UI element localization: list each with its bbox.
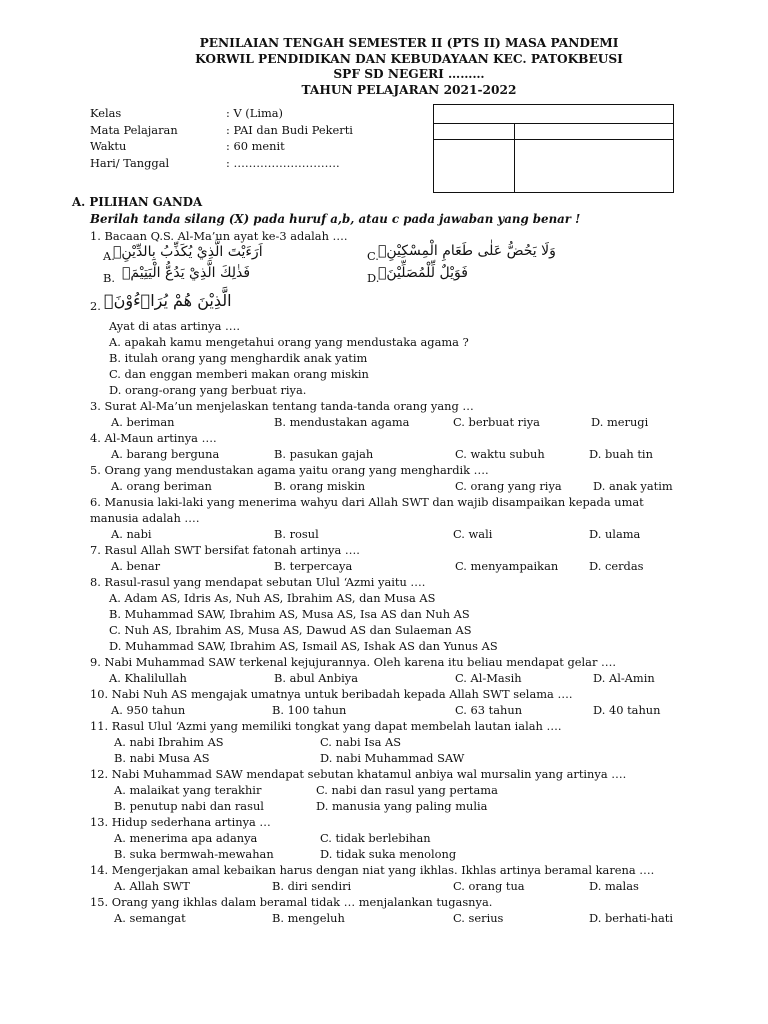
q1-option-d-label: D. <box>367 271 380 285</box>
q4-option-d: D. buah tin <box>589 447 653 461</box>
student-info <box>90 105 353 171</box>
q2-option-d: D. orang-orang yang berbuat riya. <box>109 383 307 397</box>
q4-option-a: A. barang berguna <box>111 447 220 461</box>
info-label: Kelas <box>90 106 122 120</box>
q12-option-b: B. penutup nabi dan rasul <box>114 799 264 813</box>
q3-option-b: B. mendustakan agama <box>274 415 410 429</box>
q10-option-c: C. 63 tahun <box>455 703 523 717</box>
question-6: 6. Manusia laki-laki yang menerima wahyu dari Allah SWT dan wajib disampaikan kepada umat <box>90 495 644 509</box>
score-box <box>433 104 674 193</box>
q13-option-c: C. tidak berlebihan <box>320 831 431 845</box>
info-label: Waktu <box>90 139 127 153</box>
info-value: : V (Lima) <box>226 106 283 120</box>
q3-option-d: D. merugi <box>591 415 649 429</box>
q4-option-b: B. pasukan gajah <box>274 447 374 461</box>
info-row-date <box>90 155 353 172</box>
q1-option-a-arabic: اَرَءَيْتَ الَّذِيْ يُكَذِّبُ بِالدِّيْنِۗ <box>113 244 263 260</box>
question-5: 5. Orang yang mendustakan agama yaitu orang yang menghardik …. <box>90 463 489 477</box>
section-instruction: Berilah tanda silang (X) pada huruf a,b, atau c pada jawaban yang benar ! <box>90 212 581 226</box>
q5-option-c: C. orang yang riya <box>455 479 562 493</box>
q15-option-b: B. mengeluh <box>272 911 345 925</box>
header-school: SPF SD NEGERI ……… <box>333 67 485 81</box>
q1-option-c-arabic: وَلَا يَحُضُّ عَلٰى طَعَامِ الْمِسْكِيْنِۗ <box>378 243 556 259</box>
q10-option-d: D. 40 tahun <box>593 703 661 717</box>
q13-option-b: B. suka bermwah-mewahan <box>114 847 274 861</box>
q9-option-b: B. abul Anbiya <box>274 671 359 685</box>
q9-option-c: C. Al-Masih <box>455 671 522 685</box>
q3-option-c: C. berbuat riya <box>453 415 540 429</box>
info-row-class <box>90 105 353 122</box>
q11-option-a: A. nabi Ibrahim AS <box>114 735 224 749</box>
question-2-arabic: الَّذِيْنَ هُمْ يُرَاۤءُوْنَۙ <box>104 291 232 310</box>
q6-option-a: A. nabi <box>111 527 152 541</box>
q1-option-c-label: C. <box>367 249 379 263</box>
q15-option-d: D. berhati-hati <box>589 911 673 925</box>
q3-option-a: A. beriman <box>111 415 175 429</box>
q13-option-d: D. tidak suka menolong <box>320 847 457 861</box>
question-15: 15. Orang yang ikhlas dalam beramal tidak … menjalankan tugasnya. <box>90 895 493 909</box>
q9-option-d: D. Al-Amin <box>593 671 655 685</box>
q7-option-b: B. terpercaya <box>274 559 353 573</box>
section-title: A. PILIHAN GANDA <box>72 195 203 209</box>
q15-option-c: C. serius <box>453 911 504 925</box>
info-row-subject <box>90 122 353 139</box>
q8-option-a: A. Adam AS, Idris As, Nuh AS, Ibrahim AS, dan Musa AS <box>109 591 436 605</box>
q13-option-a: A. menerima apa adanya <box>114 831 258 845</box>
q5-option-b: B. orang miskin <box>274 479 366 493</box>
q8-option-d: D. Muhammad SAW, Ibrahim AS, Ismail AS, Ishak AS dan Yunus AS <box>109 639 498 653</box>
q14-option-c: C. orang tua <box>453 879 525 893</box>
q5-option-a: A. orang beriman <box>111 479 212 493</box>
q8-option-b: B. Muhammad SAW, Ibrahim AS, Musa AS, Isa AS dan Nuh AS <box>109 607 470 621</box>
info-value: : ………………………. <box>226 155 340 170</box>
question-1: 1. Bacaan Q.S. Al-Ma’un ayat ke-3 adalah …. <box>90 229 348 243</box>
header-year: TAHUN PELAJARAN 2021-2022 <box>301 82 517 97</box>
q14-option-a: A. Allah SWT <box>114 879 190 893</box>
q1-option-a-label: A. <box>103 249 115 263</box>
question-6-continued: manusia adalah …. <box>90 511 200 525</box>
header-agency: KORWIL PENDIDIKAN DAN KEBUDAYAAN KEC. PATOKBEUSI <box>195 51 623 66</box>
q4-option-c: C. waktu subuh <box>455 447 545 461</box>
question-3: 3. Surat Al-Ma’un menjelaskan tentang tanda-tanda orang yang … <box>90 399 474 413</box>
question-7: 7. Rasul Allah SWT bersifat fatonah artinya …. <box>90 543 360 557</box>
exam-header <box>0 36 768 98</box>
q10-option-a: A. 950 tahun <box>111 703 186 717</box>
info-label: Hari/ Tanggal <box>90 155 170 170</box>
question-10: 10. Nabi Nuh AS mengajak umatnya untuk beribadah kepada Allah SWT selama …. <box>90 687 573 701</box>
q2-option-b: B. itulah orang yang menghardik anak yatim <box>109 351 368 365</box>
question-9: 9. Nabi Muhammad SAW terkenal kejujurannya. Oleh karena itu beliau mendapat gelar …. <box>90 655 617 669</box>
question-12: 12. Nabi Muhammad SAW mendapat sebutan khatamul anbiya wal mursalin yang artinya …. <box>90 767 627 781</box>
q1-option-d-arabic: فَوَيْلٌ لِّلْمُصَلِّيْنَۙ <box>378 265 468 281</box>
score-box-divider <box>434 139 673 140</box>
q12-option-c: C. nabi dan rasul yang pertama <box>316 783 498 797</box>
q2-option-c: C. dan enggan memberi makan orang miskin <box>109 367 369 381</box>
info-value: : PAI dan Budi Pekerti <box>226 122 353 137</box>
q8-option-c: C. Nuh AS, Ibrahim AS, Musa AS, Dawud AS dan Sulaeman AS <box>109 623 472 637</box>
q9-option-a: A. Khalilullah <box>109 671 187 685</box>
score-box-divider <box>434 123 673 124</box>
question-14: 14. Mengerjakan amal kebaikan harus dengan niat yang ikhlas. Ikhlas artinya beramal karena …. <box>90 863 655 877</box>
q7-option-a: A. benar <box>111 559 161 573</box>
q5-option-d: D. anak yatim <box>593 479 673 493</box>
q1-option-b-label: B. <box>103 271 115 285</box>
question-8: 8. Rasul-rasul yang mendapat sebutan Ulul ‘Azmi yaitu …. <box>90 575 426 589</box>
q12-option-a: A. malaikat yang terakhir <box>114 783 262 797</box>
info-label: Mata Pelajaran <box>90 122 178 137</box>
question-13: 13. Hidup sederhana artinya … <box>90 815 271 829</box>
question-2-number: 2. <box>90 299 101 313</box>
q2-option-a: A. apakah kamu mengetahui orang yang mendustaka agama ? <box>109 335 469 349</box>
q11-option-b: B. nabi Musa AS <box>114 751 210 765</box>
q10-option-b: B. 100 tahun <box>272 703 347 717</box>
q15-option-a: A. semangat <box>114 911 186 925</box>
question-11: 11. Rasul Ulul ‘Azmi yang memiliki tongkat yang dapat membelah lautan ialah …. <box>90 719 562 733</box>
q14-option-b: B. diri sendiri <box>272 879 352 893</box>
info-row-time <box>90 138 353 155</box>
header-title: PENILAIAN TENGAH SEMESTER II (PTS II) MASA PANDEMI <box>199 36 619 50</box>
info-value: : 60 menit <box>226 139 285 153</box>
q1-option-b-arabic: فَذٰلِكَ الَّذِيْ يَدُعُّ الْيَتِيْمَۙ <box>122 265 251 281</box>
question-2: Ayat di atas artinya …. <box>109 319 241 333</box>
q7-option-d: D. cerdas <box>589 559 644 573</box>
q6-option-d: D. ulama <box>589 527 641 541</box>
q12-option-d: D. manusia yang paling mulia <box>316 799 488 813</box>
q6-option-c: C. wali <box>453 527 493 541</box>
score-box-divider <box>514 123 515 192</box>
q14-option-d: D. malas <box>589 879 639 893</box>
q11-option-c: C. nabi Isa AS <box>320 735 402 749</box>
question-4: 4. Al-Maun artinya …. <box>90 431 217 445</box>
q7-option-c: C. menyampaikan <box>455 559 559 573</box>
q11-option-d: D. nabi Muhammad SAW <box>320 751 465 765</box>
q6-option-b: B. rosul <box>274 527 319 541</box>
